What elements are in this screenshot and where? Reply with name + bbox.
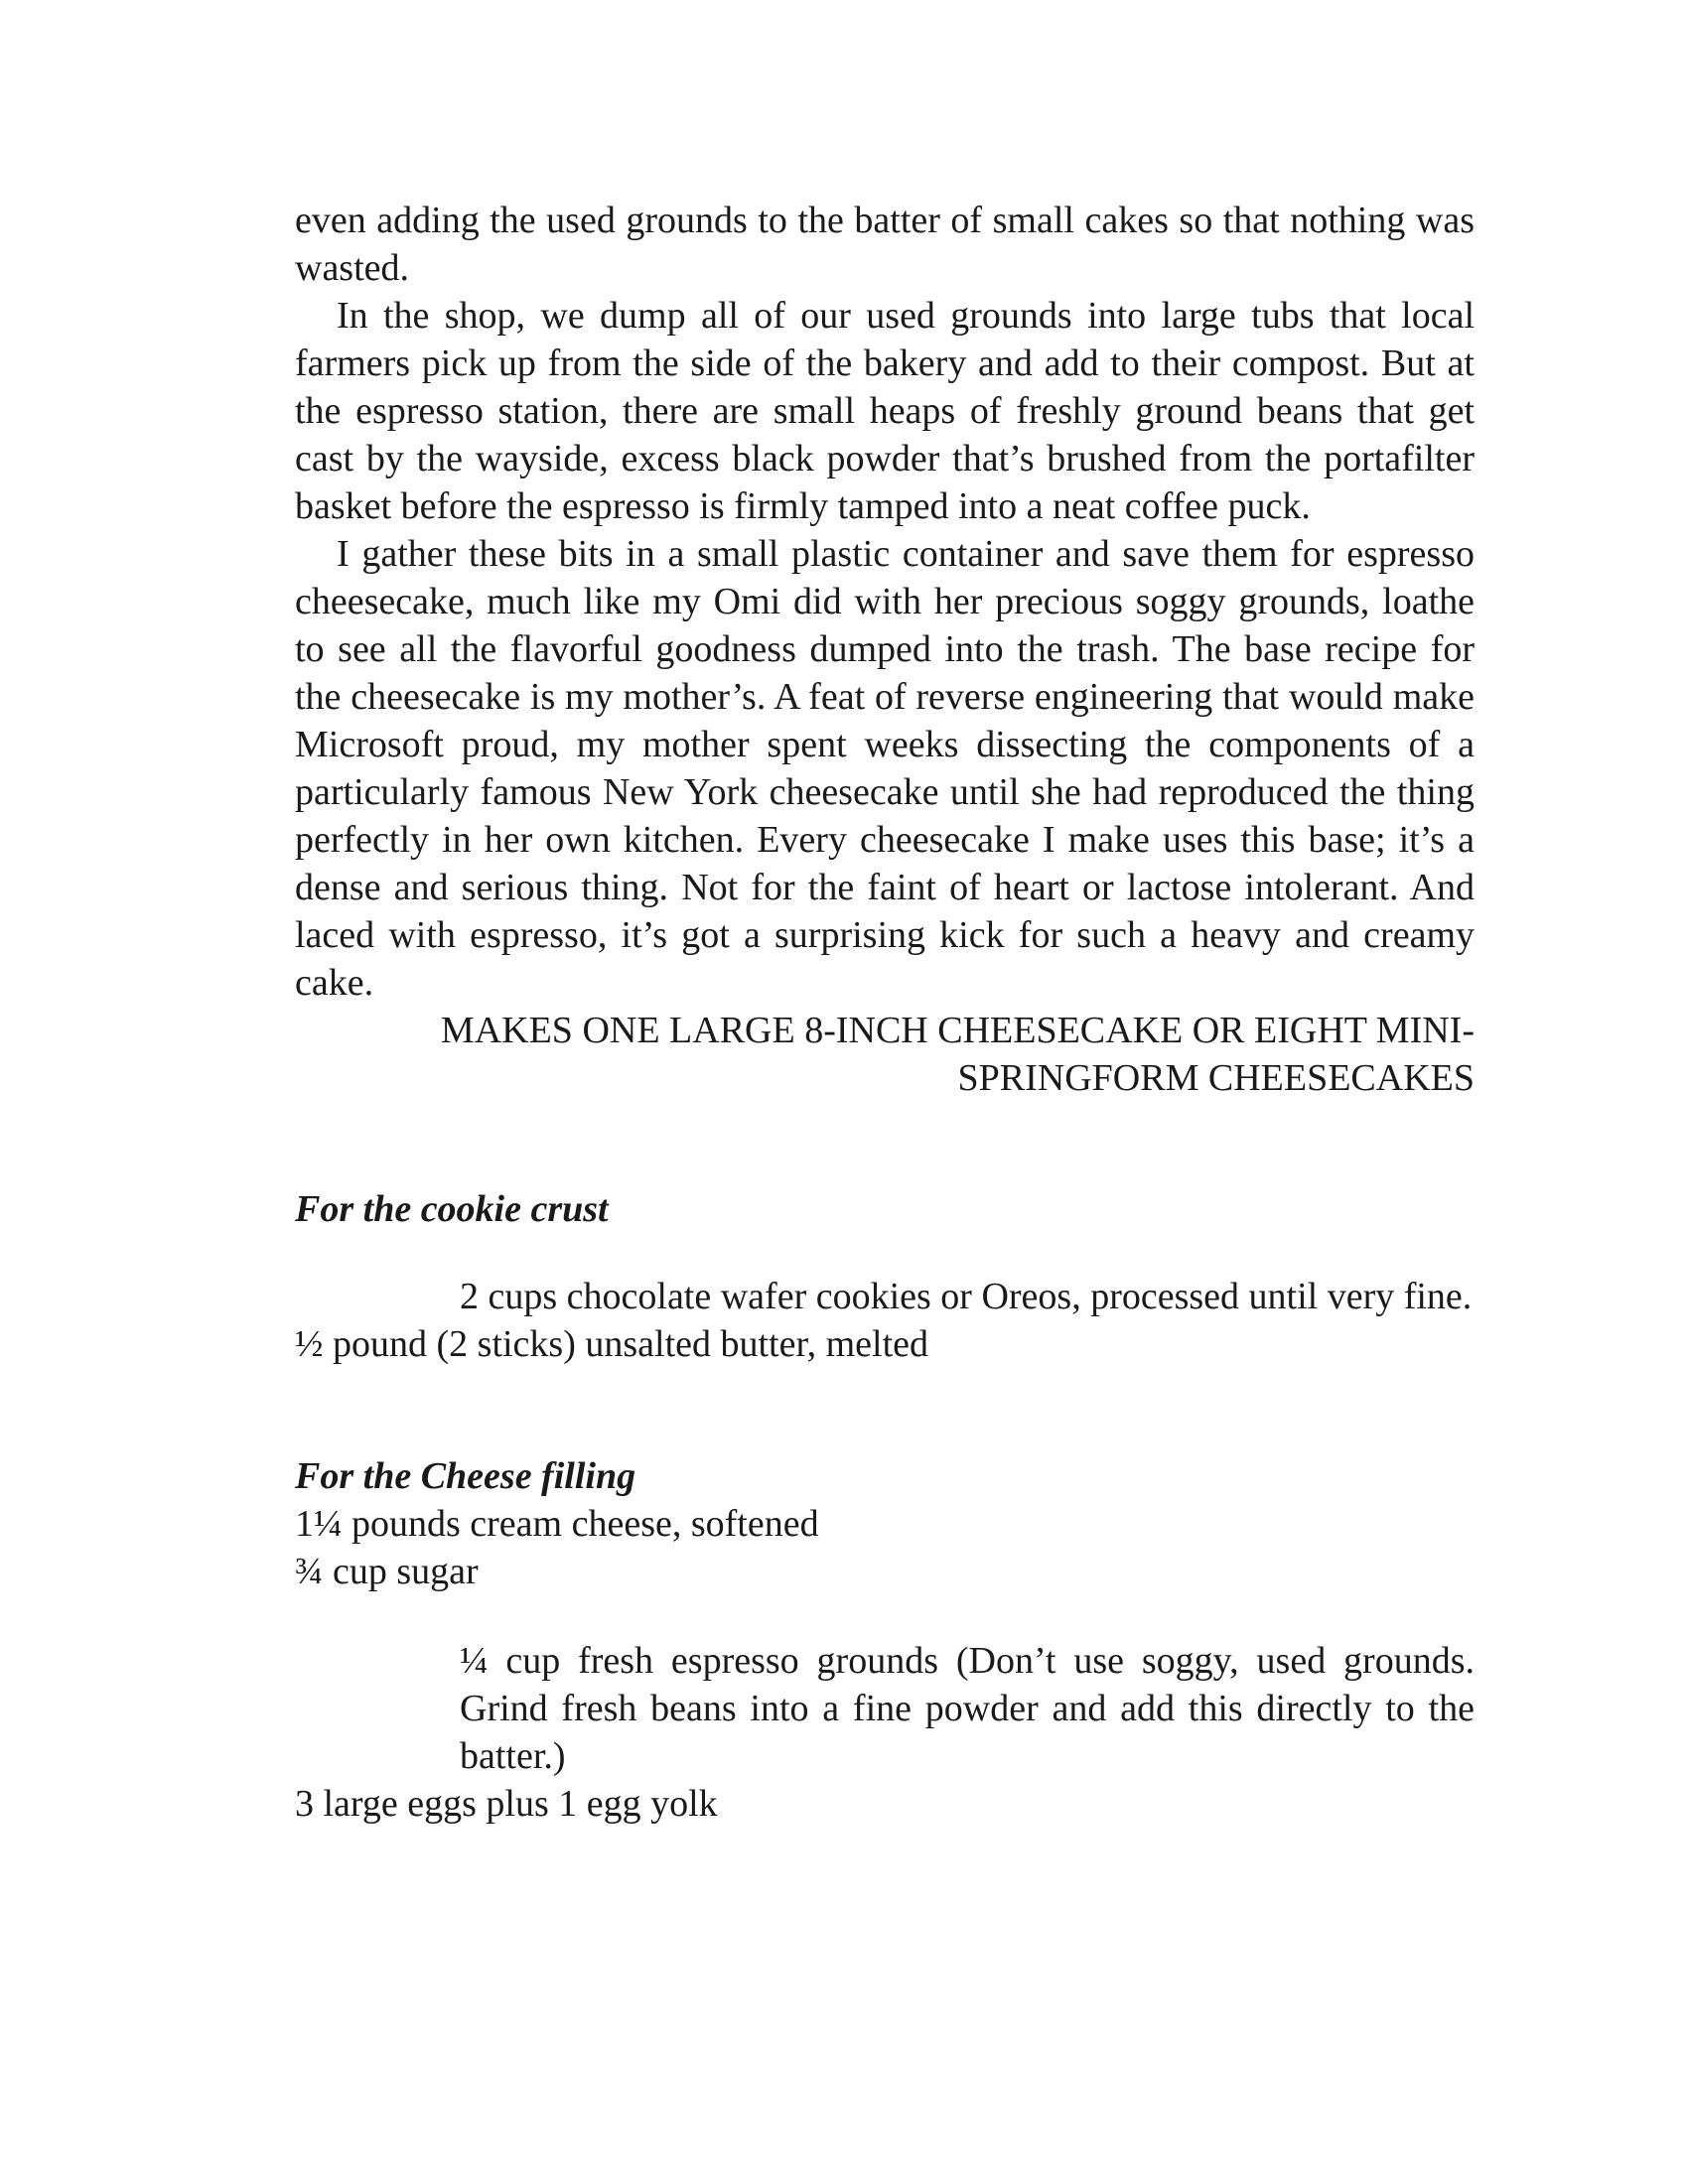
section-heading-crust: For the cookie crust [295,1188,609,1230]
ingredient-item: ¾ cup sugar [295,1551,479,1592]
ingredient-item: ¼ cup fresh espresso grounds (Don’t use soggy, used grounds. Grind fresh beans into a fine powder and add this directly to the batter.) [460,1640,1475,1777]
section-heading-filling: For the Cheese filling [295,1455,636,1497]
ingredient-item: ½ pound (2 sticks) unsalted butter, melted [295,1323,929,1365]
document-page [295,197,1475,1828]
recipe-yield: MAKES ONE LARGE 8-INCH CHEESECAKE OR EIGHT MINI-SPRINGFORM CHEESECAKES [440,1010,1475,1099]
body-paragraph: I gather these bits in a small plastic container and save them for espresso cheesecake, much like my Omi did with her precious soggy grounds, loathe to see all the flavorful goodness dumped into the trash. The base recipe for the cheesecake is my mother’s. A feat of reverse engineering that would make Microsoft proud, my mother spent weeks dissecting the components of a particularly famous New York cheesecake until she had reproduced the thing perfectly in her own kitchen. Every cheesecake I make uses this base; it’s a dense and serious thing. Not for the faint of heart or lactose intolerant. And laced with espresso, it’s got a surprising kick for such a heavy and creamy cake. [295,533,1475,1004]
ingredient-item: 1¼ pounds cream cheese, softened [295,1503,819,1545]
body-paragraph: In the shop, we dump all of our used grounds into large tubs that local farmers pick up from the side of the bakery and add to their compost. But at the espresso station, there are small heaps of freshly ground beans that get cast by the wayside, excess black powder that’s brushed from the portafilter basket before the espresso is firmly tamped into a neat coffee puck. [295,295,1475,527]
body-paragraph: even adding the used grounds to the batter of small cakes so that nothing was wasted. [295,200,1475,289]
ingredient-item: 2 cups chocolate wafer cookies or Oreos, processed until very fine. [460,1276,1473,1317]
ingredient-item: 3 large eggs plus 1 egg yolk [295,1783,718,1825]
